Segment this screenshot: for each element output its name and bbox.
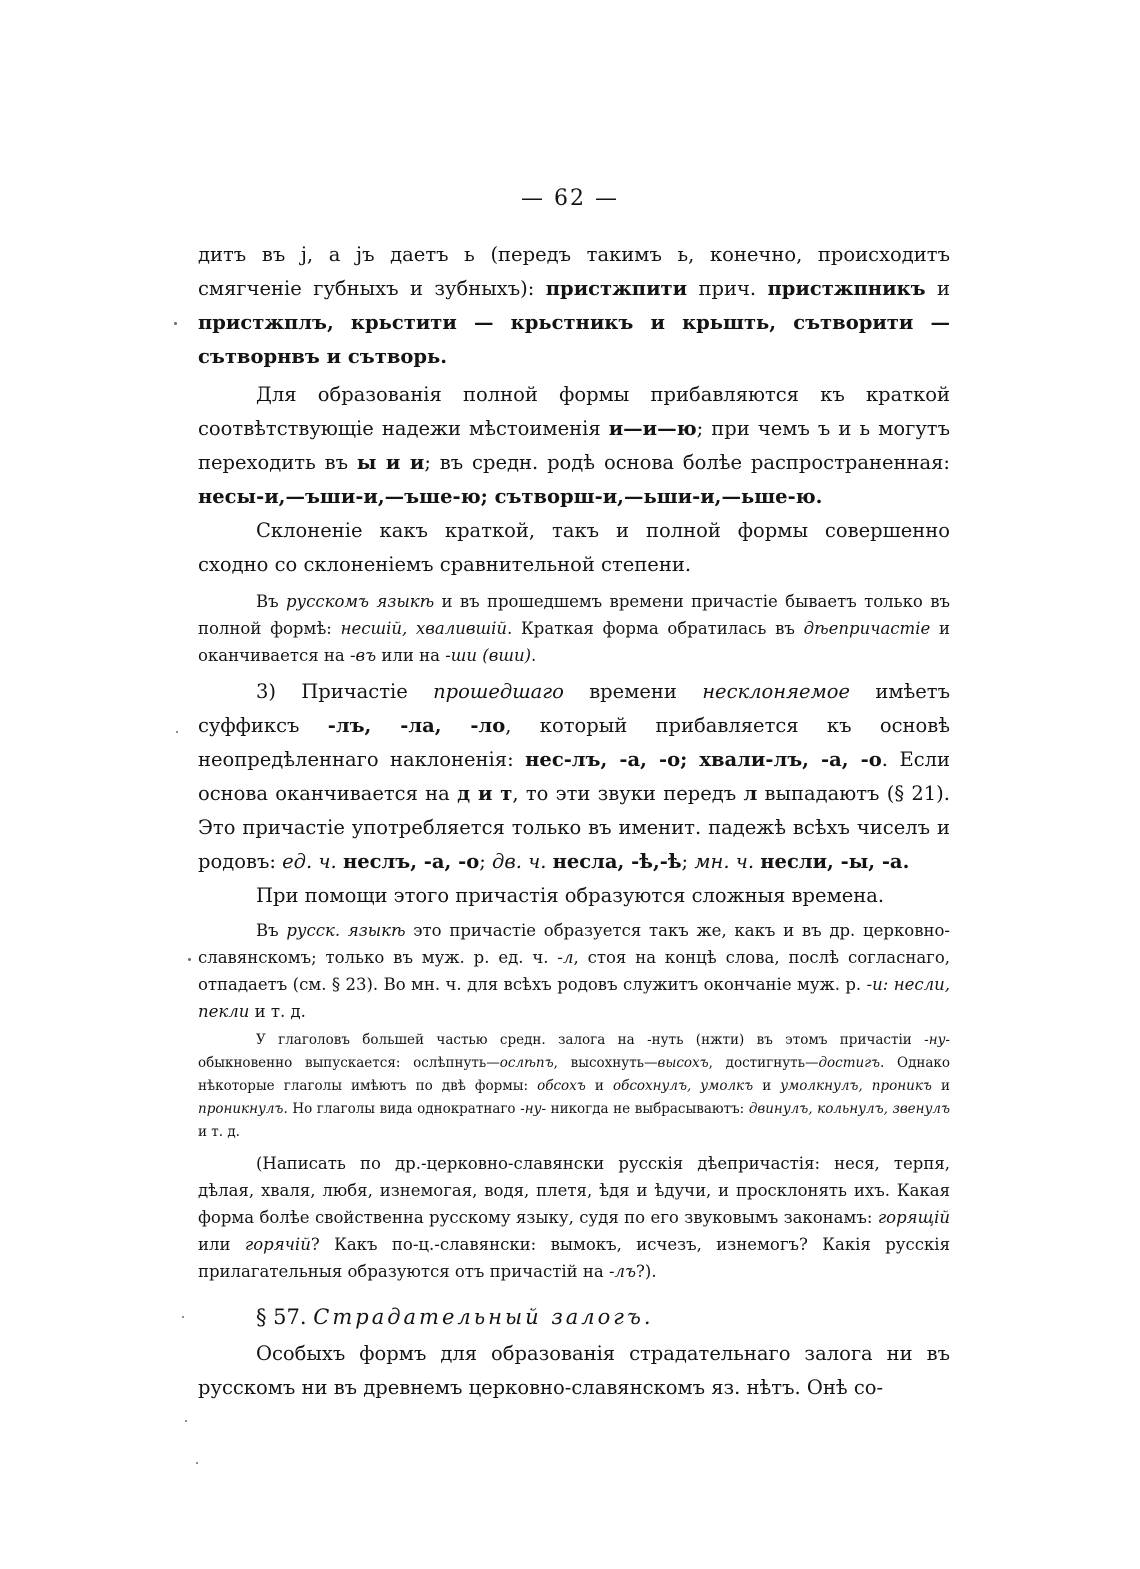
text-run: -лъ: [608, 1262, 637, 1281]
text-run: -въ: [349, 646, 377, 665]
text-run: ?).: [636, 1262, 657, 1281]
note-russian-past-participle: [198, 588, 950, 669]
text-run: . Однако нѣкоторые глаголы имѣютъ по двѣ формы:: [198, 1055, 950, 1094]
text-run: и: [753, 1078, 781, 1094]
text-run: . Но глаголы вида однократнаго: [283, 1101, 521, 1117]
text-run: , высохнуть—: [553, 1055, 658, 1071]
text-run: Особыхъ формъ для образованія страдательнаго залога ни въ русскомъ ни въ древнемъ церковно-славянскомъ яз. нѣтъ. Онѣ со-: [198, 1342, 950, 1399]
text-run: и: [925, 277, 950, 300]
text-run: дитъ въ j, а jъ даетъ ь (передъ такимъ ь, конечно, происходитъ смягченіе губныхъ и зубныхъ):: [198, 243, 950, 300]
text-run: времени: [563, 680, 703, 703]
text-run: выпадаютъ (§ 21). Это причастіе употребляется только въ именит. падежѣ всѣхъ чиселъ и родовъ:: [198, 782, 950, 873]
text-run: ;: [479, 850, 492, 873]
text-run: имѣетъ суффиксъ: [198, 680, 950, 737]
text-run: пристжплъ, крьстити — крьстникъ и крьшть, сътворити — сътворнвъ и сътворь.: [198, 311, 950, 368]
paragraph-full-form: [198, 378, 950, 514]
text-run: и т. д.: [249, 1002, 306, 1021]
text-run: . Если основа оканчивается на: [198, 748, 950, 805]
text-run: русскомъ языкѣ: [285, 592, 435, 611]
text-run: русск. языкѣ: [286, 921, 406, 940]
text-run: . Краткая форма обратилась въ: [507, 619, 804, 638]
section-heading: [198, 1297, 950, 1337]
text-run: обсохнулъ, умолкъ: [612, 1078, 754, 1094]
text-run: При помощи этого причастія образуются сложныя времена.: [256, 884, 885, 907]
page-number: — 62 —: [521, 186, 619, 211]
text-run: обыкновенно выпускается: ослѣпнуть—: [198, 1055, 500, 1071]
text-run: 3) Причастіе: [256, 680, 434, 703]
note-russian-formation: [198, 917, 950, 1025]
text-run: -ши (вши): [445, 646, 532, 665]
text-run: достигъ: [818, 1055, 881, 1071]
text-run: горячій: [244, 1235, 311, 1254]
text-run: и: [931, 1078, 950, 1094]
text-run: никогда не выбрасываютъ:: [546, 1101, 749, 1117]
text-run: двинулъ, кольнулъ, звенулъ: [748, 1101, 950, 1117]
text-run: или на: [376, 646, 446, 665]
text-run: и: [585, 1078, 613, 1094]
text-run: дв. ч.: [491, 850, 547, 873]
text-run: и оканчивается на: [198, 619, 950, 665]
text-run: горящій: [877, 1208, 950, 1227]
text-run: , стоя на концѣ слова, послѣ согласнаго, отпадаетъ (см. § 23). Во мн. ч. для всѣхъ родовъ служитъ окончаніе муж. р.: [198, 948, 950, 994]
text-run: ед. ч.: [282, 850, 337, 873]
text-run: У глаголовъ большей частью средн. залога на -нуть (нжти) въ этомъ причастіи: [256, 1032, 925, 1048]
text-run: несклоняемое: [702, 680, 851, 703]
text-run: ; при чемъ ъ и ь могутъ переходить въ: [198, 417, 950, 474]
paragraph-continuation: [198, 238, 950, 374]
text-run: д и т: [457, 782, 513, 805]
text-run: ослѣпъ: [499, 1055, 554, 1071]
text-run: или: [198, 1235, 245, 1254]
paragraph-declension: [198, 514, 950, 582]
text-run: Для образованія полной формы прибавляются къ краткой соотвѣтствующіе надежи мѣстоименія: [198, 383, 950, 440]
text-run: Въ: [256, 921, 287, 940]
text-run: -лъ, -ла, -ло: [327, 714, 506, 737]
text-run: (Написать по др.-церковно-славянски русскія дѣепричастія: неся, терпя, дѣлая, хваля, любя, изнемогая, водя, плетя, ѣдя и ѣдучи, и просклонять ихъ. Какая форма болѣе свойственна русскому языку, судя по его звуковымъ законамъ:: [198, 1154, 950, 1227]
text-run: -и: несли, пекли: [198, 975, 950, 1021]
text-run: пристжпникъ: [767, 277, 926, 300]
text-run: ? Какъ по-ц.-славянски: вымокъ, исчезъ, изнемогъ? Какія русскія прилагательныя образуются отъ причастій на: [198, 1235, 950, 1281]
text-run: , то эти звуки передъ: [512, 782, 744, 805]
text-run: ;: [681, 850, 695, 873]
text-run: дѣепричастіе: [803, 619, 931, 638]
note-nu-verbs: [198, 1029, 950, 1144]
text-run: несла, -ѣ,-ѣ: [552, 850, 682, 873]
text-run: Склоненіе какъ краткой, такъ и полной формы совершенно сходно со склоненіемъ сравнительной степени.: [198, 519, 950, 576]
text-run: и въ прошедшемъ времени причастіе бываетъ только въ полной формѣ:: [198, 592, 950, 638]
text-run: -л: [557, 948, 574, 967]
text-run: неслъ, -а, -о: [342, 850, 480, 873]
text-run: л: [743, 782, 758, 805]
text-run: прич.: [687, 277, 768, 300]
paragraph-passive-voice: [198, 1337, 950, 1405]
text-run: это причастіе образуется такъ же, какъ и въ др. церковно-славянскомъ; только въ муж. р. ед. ч.: [198, 921, 951, 967]
text-run: несшій, хвалившій: [340, 619, 507, 638]
text-run: пристжпити: [545, 277, 688, 300]
section-number: § 57.: [256, 1305, 307, 1329]
text-run: несли, -ы, -а.: [760, 850, 910, 873]
text-run: прошедшаго: [433, 680, 564, 703]
text-run: несы-и,—ъши-и,—ъше-ю; сътворш-и,—ьши-и,—ьше-ю.: [198, 485, 823, 508]
text-run: .: [531, 646, 537, 665]
exercise: [198, 1150, 950, 1285]
text-run: -ну-: [924, 1032, 950, 1048]
text-run: мн. ч.: [694, 850, 755, 873]
paragraph-past-participle: [198, 675, 950, 879]
text-run: ы и и: [356, 451, 425, 474]
text-run: и т. д.: [198, 1124, 240, 1140]
paragraph-compound-tenses: [198, 879, 950, 913]
text-run: , достигнуть—: [708, 1055, 819, 1071]
text-run: -ну-: [520, 1101, 547, 1117]
text-run: умолкнулъ, проникъ: [780, 1078, 932, 1094]
text-run: нес-лъ, -а, -о; хвали-лъ, -а, -о: [525, 748, 882, 771]
text-run: ; въ средн. родѣ основа болѣе распространенная:: [424, 451, 950, 474]
text-run: высохъ: [657, 1055, 709, 1071]
text-run: , который прибавляется къ основѣ неопредѣленнаго наклоненія:: [198, 714, 950, 771]
text-run: обсохъ: [537, 1078, 586, 1094]
text-run: и—и—ю: [608, 417, 697, 440]
section-title: Страдательный залогъ.: [313, 1305, 654, 1329]
text-run: Въ: [256, 592, 286, 611]
body-text: [198, 238, 950, 1405]
text-run: проникнулъ: [198, 1101, 284, 1117]
